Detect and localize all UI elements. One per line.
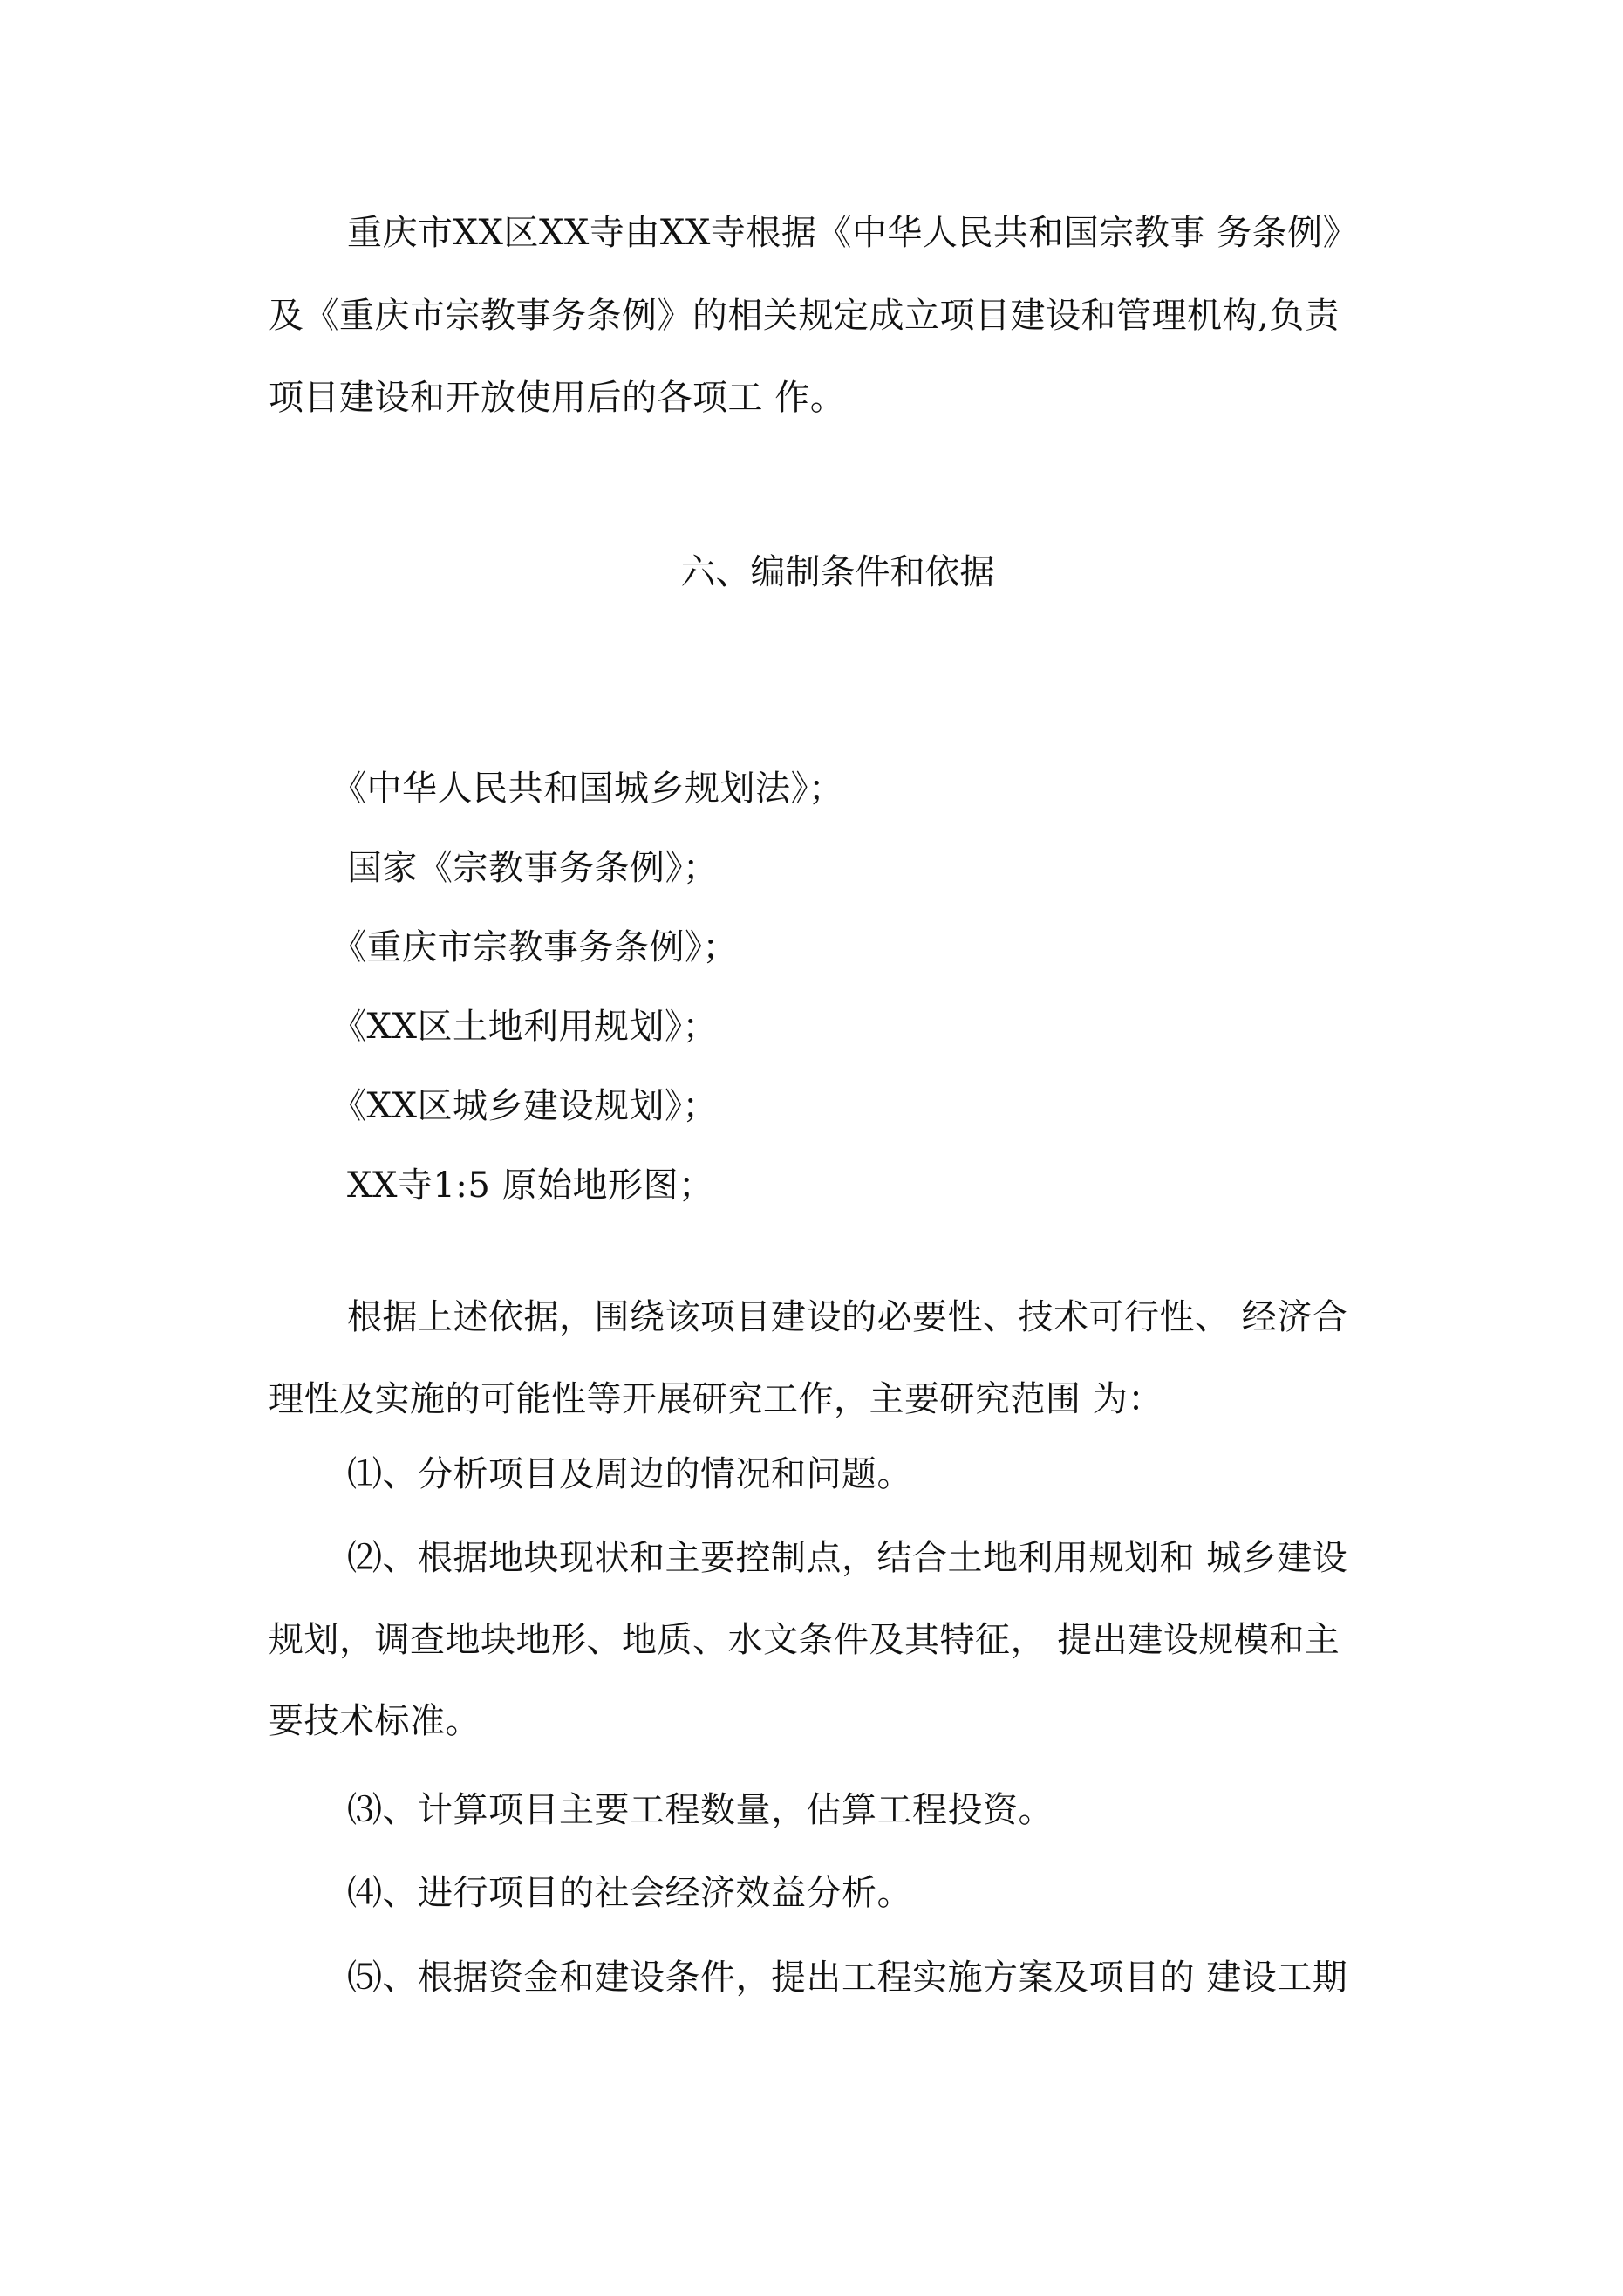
paragraph-2-line-1: 根据上述依据，围绕该项目建设的必要性、技术可行性、 经济合 [347,1297,1348,1337]
scope-item-4: ⑷、进行项目的社会经济效益分析。 [347,1873,912,1913]
scope-item-5: ⑸、根据资金和建设条件，提出工程实施方案及项目的 建设工期 [347,1958,1348,1998]
basis-item-6: XX寺1:5 原始地形图； [347,1165,714,1206]
paragraph-2-line-2: 理性及实施的可能性等开展研究工作，主要研究范围 为： [269,1379,1163,1419]
scope-item-2-line-1: ⑵、根据地块现状和主要控制点，结合土地利用规划和 城乡建设 [347,1538,1348,1578]
basis-item-5: 《XX区城乡建设规划》； [331,1086,718,1126]
paragraph-1-line-1: 重庆市XX区XX寺由XX寺根据《中华人民共和国宗教事 务条例》 [347,213,1359,253]
scope-item-3: ⑶、计算项目主要工程数量，估算工程投资。 [347,1790,1054,1830]
section-heading: 六、编制条件和依据 [680,552,995,592]
basis-item-2: 国家《宗教事务条例》； [347,848,719,888]
basis-item-1: 《中华人民共和国城乡规划法》； [331,769,844,809]
paragraph-1-line-3: 项目建设和开放使用后的各项工 作。 [269,378,846,418]
paragraph-1-line-2: 及《重庆市宗教事务条例》的相关规定成立项目建设和管理机构,负责 [269,296,1340,336]
scope-item-2-line-3: 要技术标准。 [269,1701,481,1741]
scope-item-1: ⑴、分析项目及周边的情况和问题。 [347,1454,912,1494]
scope-item-2-line-2: 规划，调查地块地形、地质、水文条件及其特征， 提出建设规模和主 [269,1620,1340,1660]
basis-item-3: 《重庆市宗教事务条例》； [331,927,738,967]
basis-item-4: 《XX区土地利用规划》； [331,1007,718,1047]
